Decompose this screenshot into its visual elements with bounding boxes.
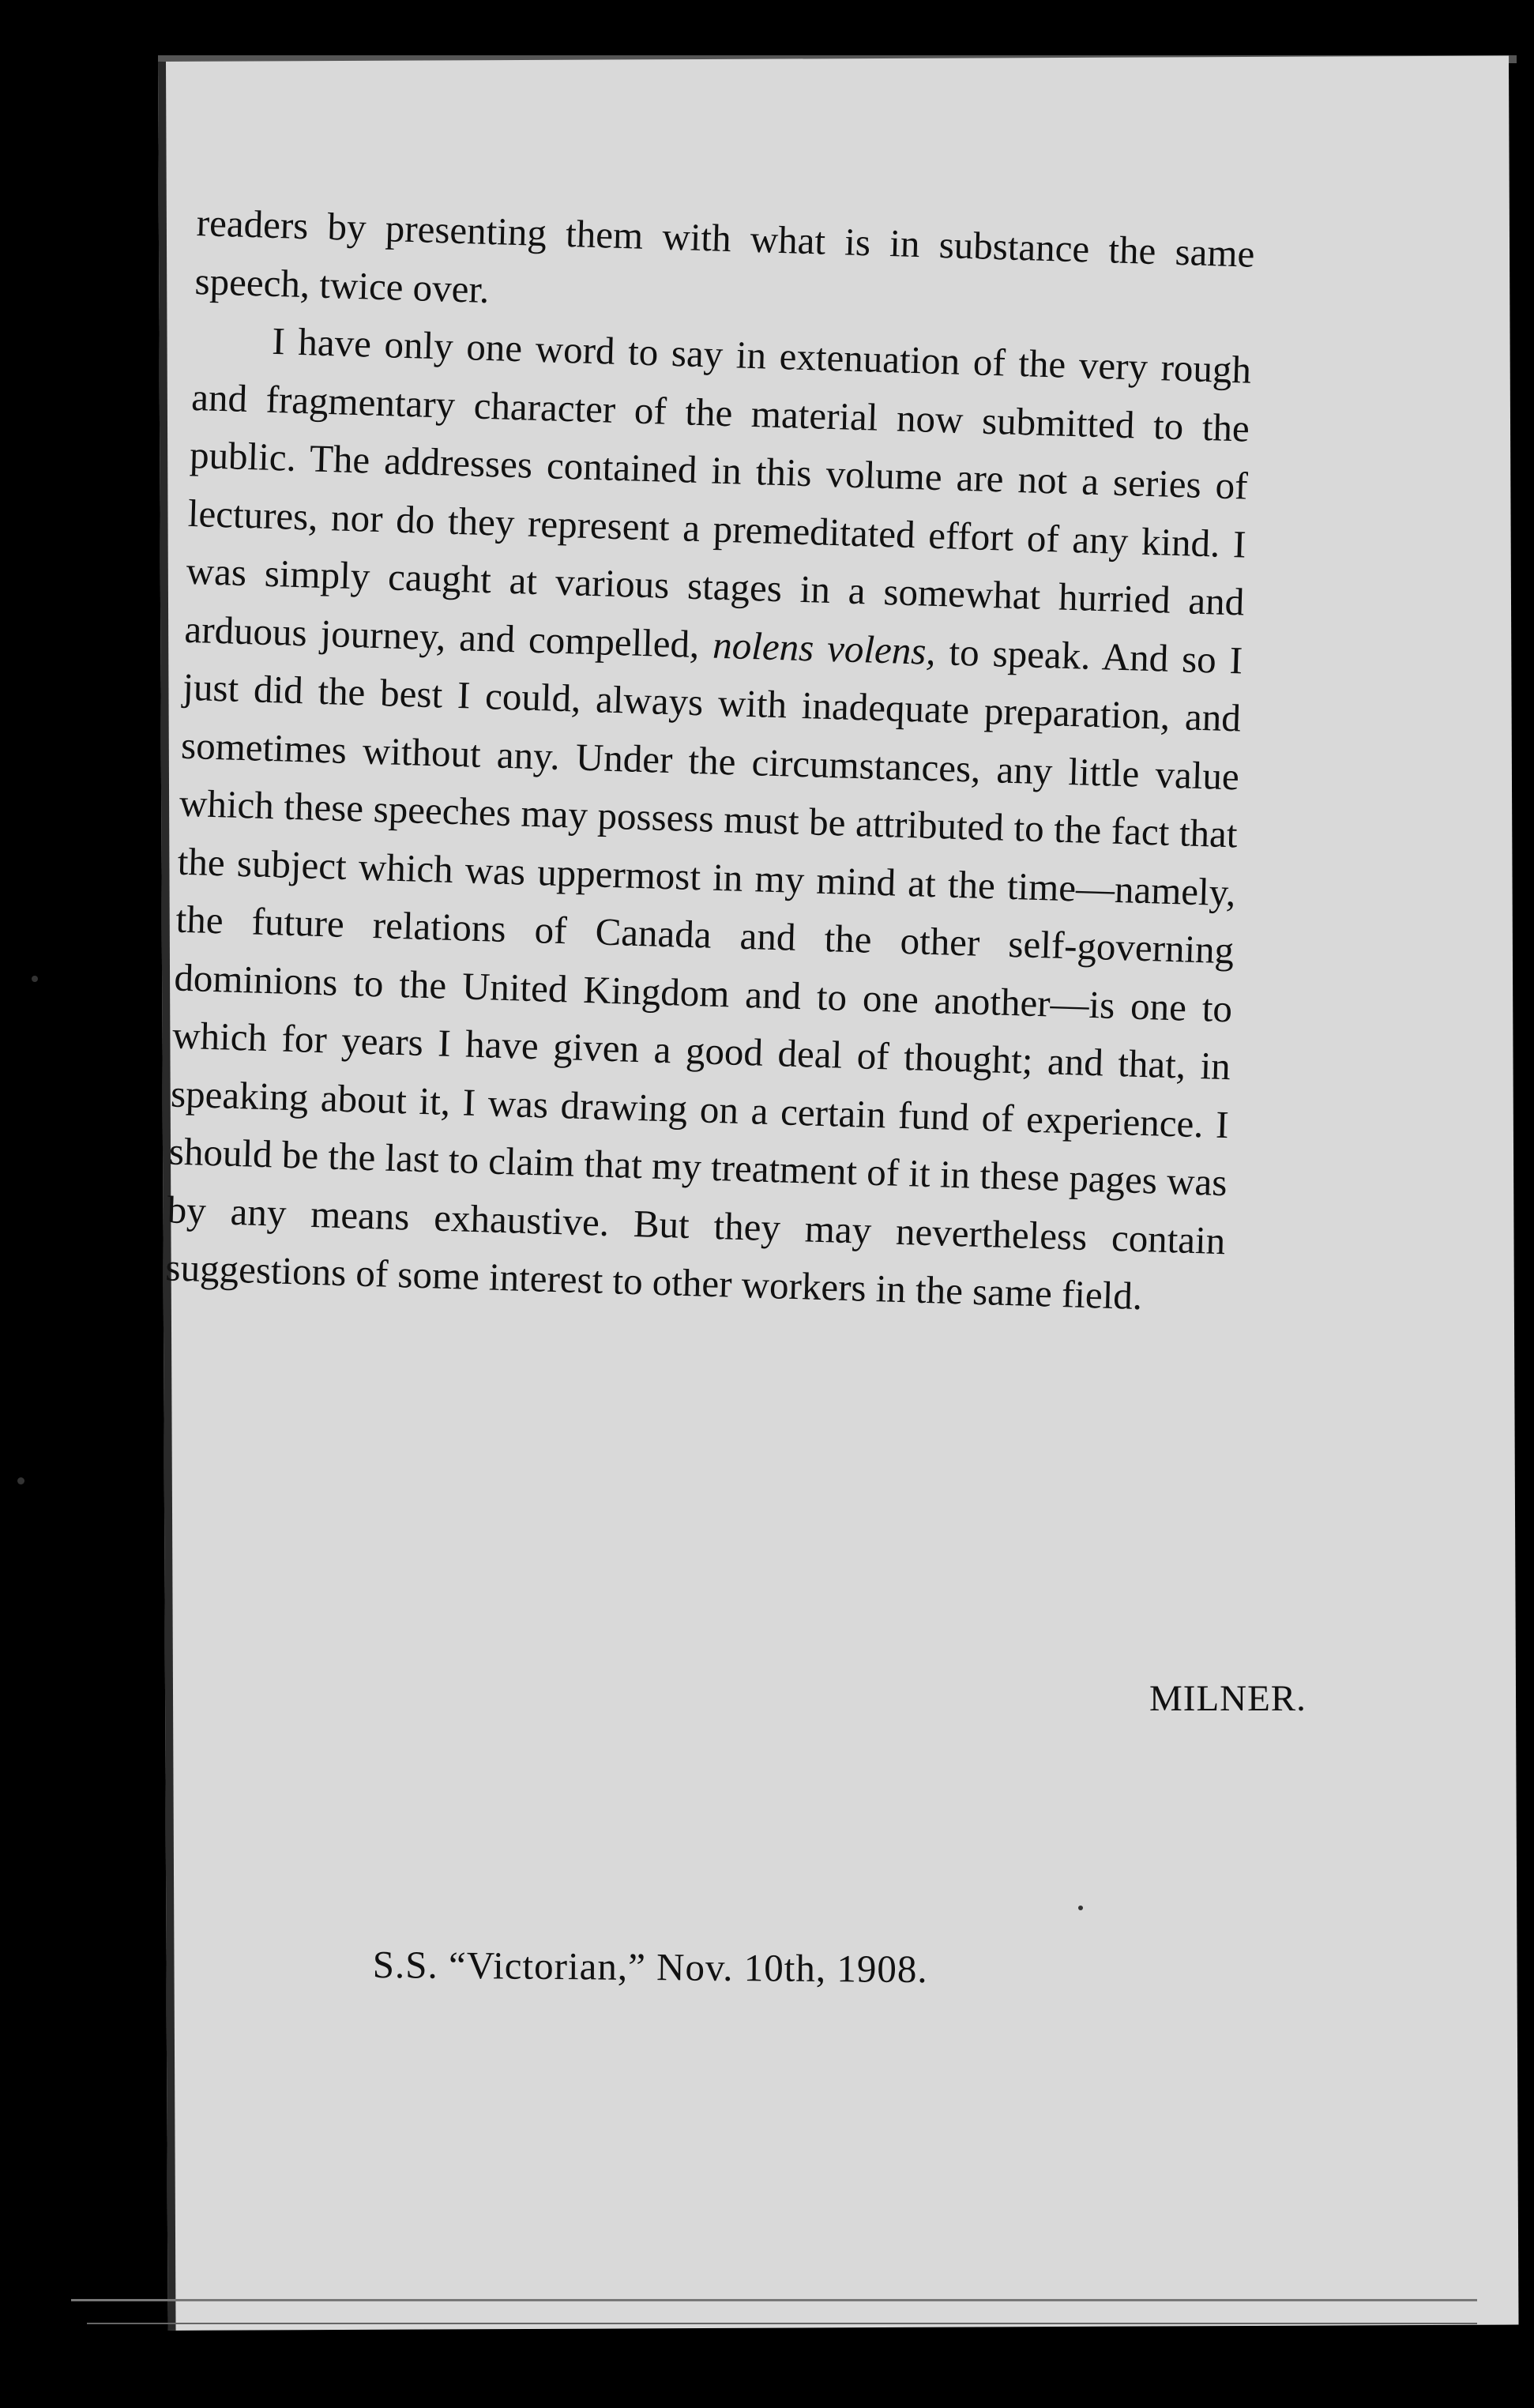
- paragraph: readers by presenting them with what is in substance the same speech, twice over.: [194, 200, 1256, 311]
- scan-speck: [32, 976, 38, 982]
- scan-speck: [17, 1477, 24, 1484]
- body-text: [165, 194, 1256, 1328]
- italic-phrase: nolens volens,: [712, 623, 937, 673]
- signature: MILNER.: [1149, 1678, 1307, 1719]
- scan-speck: [1078, 1906, 1083, 1910]
- page-bottom-edge-inner: [87, 2323, 1477, 2324]
- paragraph-text: to speak. And so I just did the best I could, always with inadequate preparation, and sometimes without any. Under the circumstances, any little value which these speeches may possess must be attributed to the fact that the subject which was uppermost in my mind at the time—namely, the future relations of Canada and the other self-governing dominions to the United Kingdom and to one another—is one to which for years I have given a good deal of thought; and that, in speaking about it, I was drawing on a certain fund of experience. I should be the last to claim that my treatment of it in these pages was by any means exhaustive. But they may nevertheless contain suggestions of some interest to other workers in the same field.: [164, 629, 1243, 1319]
- dateline: S.S. “Victorian,” Nov. 10th, 1908.: [372, 1943, 928, 1992]
- paragraph: [165, 310, 1252, 1328]
- paragraph-text: I have only one word to say in extenuation of the very rough and fragmentary character of the material now submitted to the public. The addresses contained in this volume are not a series of lectures, nor do they represent a premeditated effort of any kind. I was simply caught at various stages in a somewhat hurried and arduous journey, and compelled,: [183, 318, 1252, 667]
- page-bottom-edge: [71, 2299, 1477, 2301]
